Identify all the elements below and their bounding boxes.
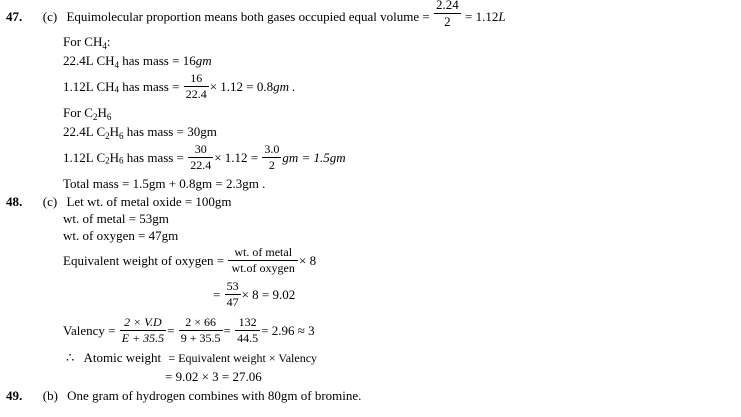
q47-c2h6-fraction-1: $\frac{30}{22.4}$ bbox=[190, 142, 212, 173]
q47-number: 47. bbox=[6, 8, 23, 24]
q47-c2h6-fraction-2: $\frac{3.0}{2}$ bbox=[264, 142, 280, 173]
q47-total: Total mass = 1.5gm + 0.8gm = 2.3gm . bbox=[63, 176, 266, 191]
q49-statement: One gram of hydrogen combines with 80gm of bromine. bbox=[67, 388, 362, 403]
q48-line1: Let wt. of metal oxide = 100gm bbox=[66, 194, 232, 209]
q47-statement: Equimolecular proportion means both gases occupied equal volume bbox=[66, 8, 420, 24]
q48-equivalent-weight: Equivalent weight of oxygen = $\frac{\text{wt. of metal}}{\text{wt.of oxygen}}$ × 8 bbox=[63, 245, 317, 276]
q47-ch4-line1: 22.4L $CH_4$ has mass = 16gm bbox=[63, 53, 212, 70]
q48-eq-value: = $\frac{53}{47}$ × 8 = 9.02 bbox=[213, 279, 296, 310]
q48-valency: Valency = $\frac{2 \times V.D}{E + 35.5}$ = $\frac{2 \times 66}{9 + 35.5}$ = $\frac{132}{44.5}$ = 2.96 ≈ 3 bbox=[63, 315, 315, 346]
q47-c2h6-line2: 1.12L $C_2H_6$ has mass = $\frac{30}{22.4}$ × 1.12 = $\frac{3.0}{2}$ gm = 1.5gm bbox=[63, 142, 346, 173]
q48-atomic-result: = 9.02 × 3 = 27.06 bbox=[165, 369, 262, 384]
q47-result: = 1.12 bbox=[465, 8, 499, 24]
q47-c2h6-line1: 22.4L $C_2H_6$ has mass = 30gm bbox=[63, 124, 217, 141]
q47-volume-fraction: $\frac{2.24}{2}$ bbox=[436, 0, 459, 30]
q48-eq-fraction: $\frac{\text{wt. of metal}}{\text{wt.of oxygen}}$ bbox=[228, 246, 298, 275]
q49-header bbox=[6, 389, 361, 402]
q48-atomic-weight: ∴ Atomic weight = Equivalent weight × Valency bbox=[66, 350, 318, 365]
q47-ch4-fraction: $\frac{16}{22.4}$ bbox=[185, 71, 207, 102]
q47-option: (c) bbox=[42, 8, 58, 24]
therefore-symbol: ∴ bbox=[66, 350, 75, 365]
q48-header bbox=[6, 195, 232, 208]
q48-valency-fraction-3: $\frac{132}{44.5}$ bbox=[237, 315, 259, 346]
q48-line3: wt. of oxygen = 47gm bbox=[63, 228, 179, 243]
q48-valency-fraction-2: $\frac{2 \times 66}{9 + 35.5}$ bbox=[180, 315, 221, 346]
q49-number: 49. bbox=[6, 388, 23, 403]
q47-header: 47. (c) Equimolecular proportion means both gases occupied equal volume = $\frac{2.24}{2}$ = 1.12L bbox=[6, 0, 506, 30]
q47-for-c2h6: For $C_2H_6$ bbox=[63, 105, 112, 122]
q48-number: 48. bbox=[6, 194, 23, 209]
q48-option: (c) bbox=[42, 194, 58, 209]
q48-line2: wt. of metal = 53gm bbox=[63, 211, 169, 226]
q47-ch4-line2: 1.12L $CH_4$ has mass = $\frac{16}{22.4}$ × 1.12 = 0.8gm . bbox=[63, 71, 296, 102]
q48-valency-fraction-1: $\frac{2 \times V.D}{E + 35.5}$ bbox=[121, 315, 165, 346]
q48-eq2-fraction: $\frac{53}{47}$ bbox=[226, 279, 239, 310]
q49-option: (b) bbox=[42, 388, 58, 403]
q47-for-ch4: For $CH_4$: bbox=[63, 34, 111, 51]
